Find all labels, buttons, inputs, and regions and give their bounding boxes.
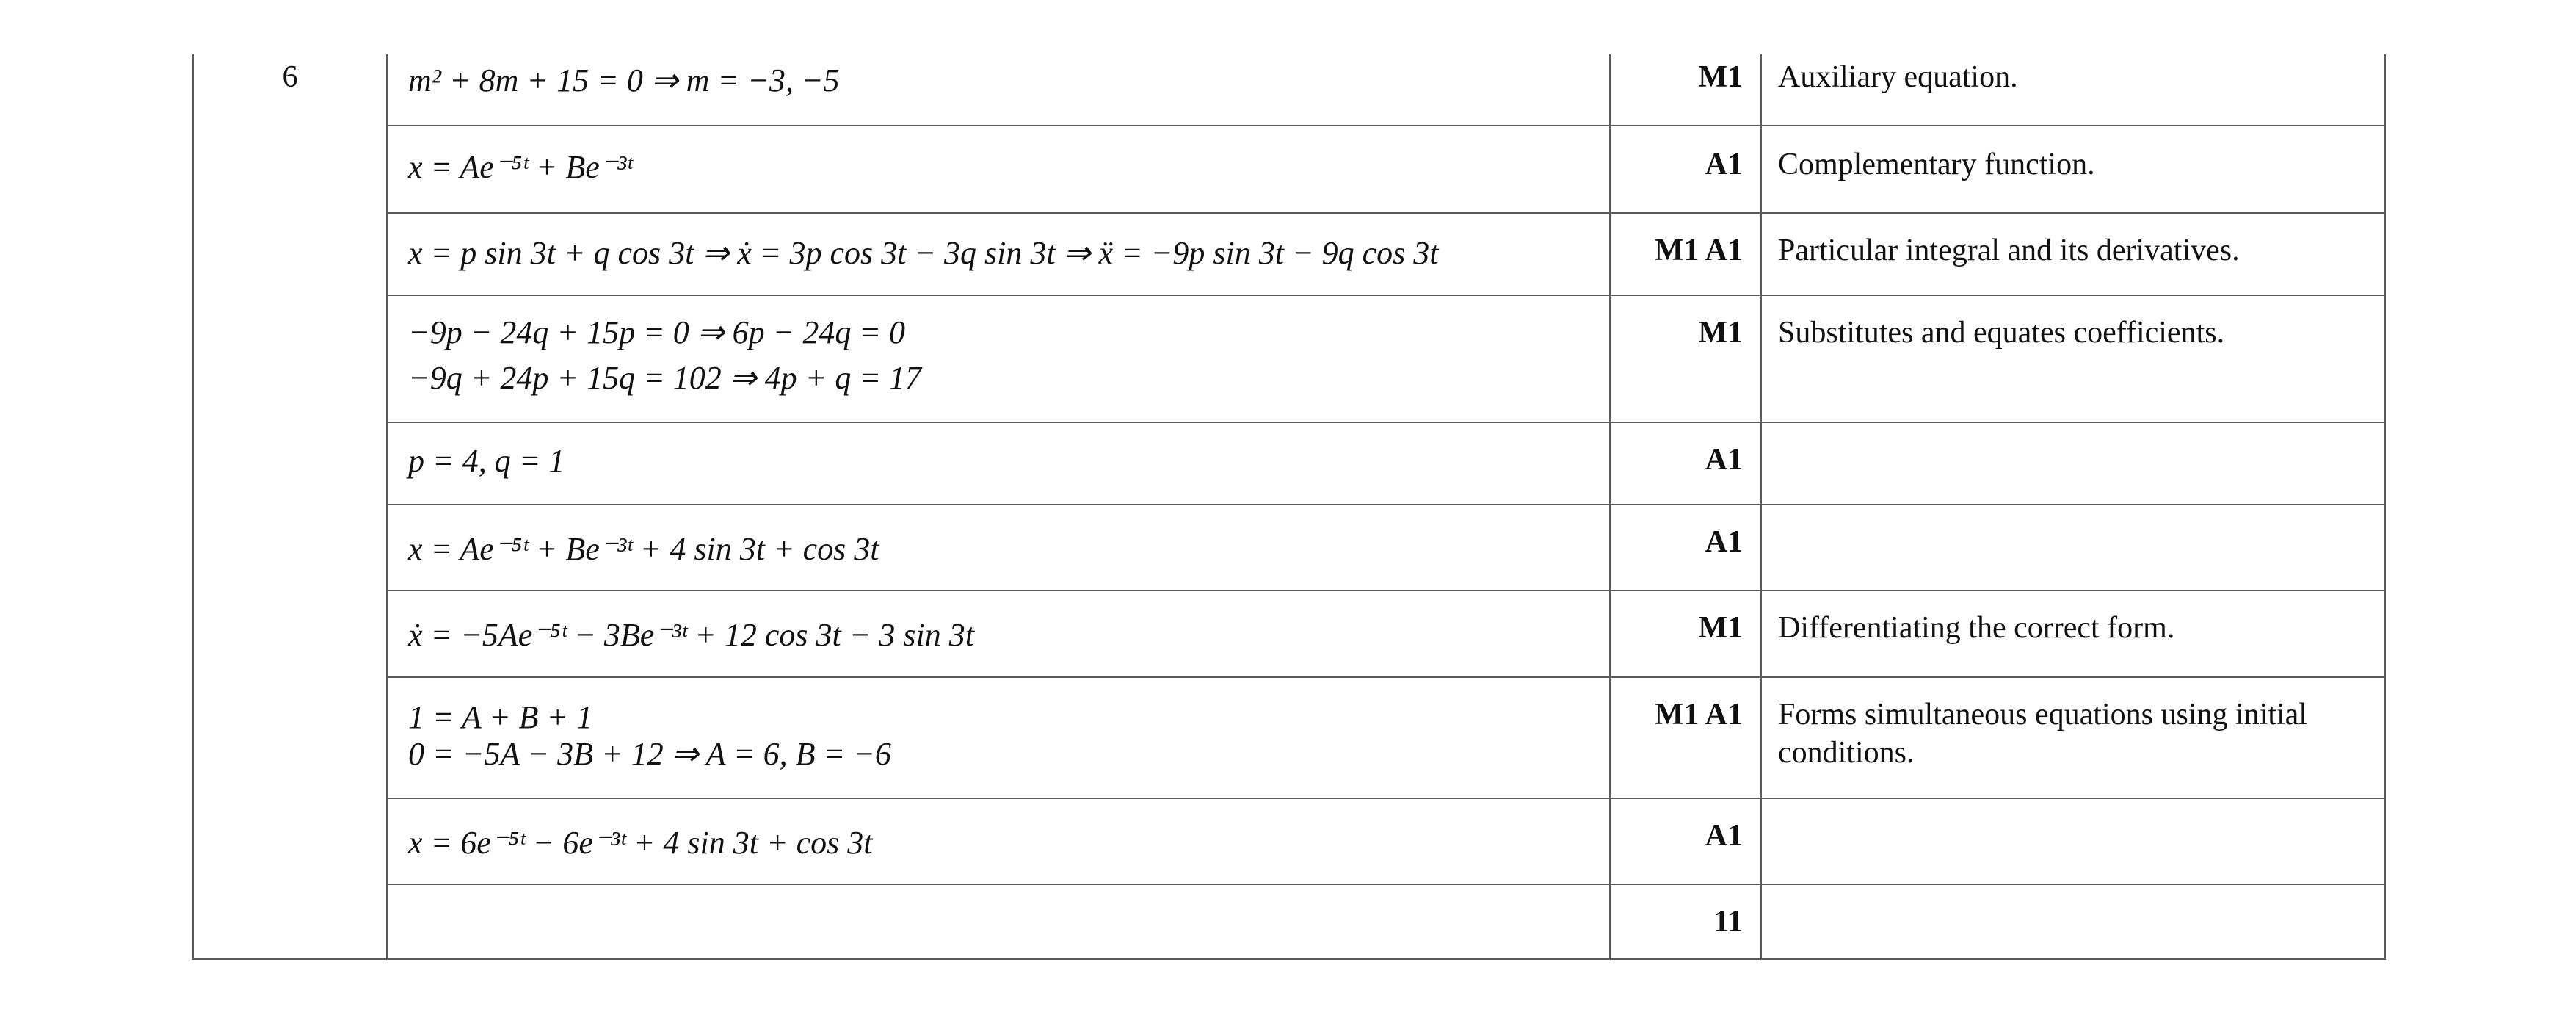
mark-value: A1 xyxy=(1705,443,1743,477)
mark-cell xyxy=(1610,505,1761,590)
mark-value: M1 xyxy=(1698,316,1743,350)
total-mark-cell xyxy=(1610,884,1761,959)
comment-cell xyxy=(1761,54,2385,126)
mark-cell xyxy=(1610,677,1761,798)
comment-cell xyxy=(1761,884,2385,959)
comment-text: Differentiating the correct form. xyxy=(1778,611,2175,645)
table-row xyxy=(193,213,2385,295)
total-mark-value: 11 xyxy=(1713,905,1743,939)
comment-text xyxy=(1778,505,2368,513)
comment-cell xyxy=(1761,422,2385,505)
working-cell xyxy=(387,884,1610,959)
working-cell xyxy=(387,126,1610,213)
comment-text xyxy=(1778,423,2368,431)
mark-value: A1 xyxy=(1705,525,1743,559)
table-row xyxy=(193,54,2385,126)
comment-cell xyxy=(1761,295,2385,422)
table-row xyxy=(193,295,2385,422)
working-cell xyxy=(387,422,1610,505)
mark-scheme-body xyxy=(193,54,2385,959)
mark-value: M1 xyxy=(1698,611,1743,645)
mark-scheme-table xyxy=(192,54,2386,960)
comment-text: Complementary function. xyxy=(1778,148,2095,181)
mark-cell xyxy=(1610,590,1761,677)
table-row xyxy=(193,505,2385,590)
working-line: m² + 8m + 15 = 0 ⇒ m = −3, −5 xyxy=(408,62,840,98)
working-line: −9q + 24p + 15q = 102 ⇒ 4p + q = 17 xyxy=(408,360,922,396)
working-line: x = Ae⁻⁵ᵗ + Be⁻³ᵗ + 4 sin 3t + cos 3t xyxy=(408,531,879,567)
working-cell xyxy=(387,677,1610,798)
comment-text: Substitutes and equates coefficients. xyxy=(1778,316,2225,350)
comment-cell xyxy=(1761,126,2385,213)
working-cell xyxy=(387,213,1610,295)
working-cell xyxy=(387,505,1610,590)
working-cell xyxy=(387,798,1610,884)
table-row xyxy=(193,126,2385,213)
mark-value: A1 xyxy=(1705,819,1743,853)
working-line: x = p sin 3t + q cos 3t ⇒ ẋ = 3p cos 3t − 3q sin 3t ⇒ ẍ = −9p sin 3t − 9q cos 3t xyxy=(408,235,1439,271)
working-line: ẋ = −5Ae⁻⁵ᵗ − 3Be⁻³ᵗ + 12 cos 3t − 3 sin 3t xyxy=(408,617,974,653)
table-row xyxy=(193,884,2385,959)
comment-cell xyxy=(1761,677,2385,798)
working-cell xyxy=(387,295,1610,422)
comment-text: Forms simultaneous equations using initial conditions. xyxy=(1778,698,2307,770)
comment-text xyxy=(1778,799,2368,807)
question-number-cell xyxy=(193,54,387,959)
mark-scheme-sheet xyxy=(192,54,2384,960)
comment-cell xyxy=(1761,590,2385,677)
comment-cell xyxy=(1761,505,2385,590)
working-line: 1 = A + B + 1 xyxy=(408,699,593,735)
mark-cell xyxy=(1610,798,1761,884)
mark-value: A1 xyxy=(1705,148,1743,181)
table-row xyxy=(193,798,2385,884)
table-row xyxy=(193,422,2385,505)
working-line: 0 = −5A − 3B + 12 ⇒ A = 6, B = −6 xyxy=(408,736,891,772)
table-row xyxy=(193,677,2385,798)
working-line: x = 6e⁻⁵ᵗ − 6e⁻³ᵗ + 4 sin 3t + cos 3t xyxy=(408,825,873,861)
mark-cell xyxy=(1610,213,1761,295)
mark-cell xyxy=(1610,422,1761,505)
comment-cell xyxy=(1761,798,2385,884)
mark-cell xyxy=(1610,126,1761,213)
table-row xyxy=(193,590,2385,677)
comment-text: Auxiliary equation. xyxy=(1778,60,2018,94)
question-number: 6 xyxy=(282,60,298,94)
comment-cell xyxy=(1761,213,2385,295)
comment-text xyxy=(1778,885,2368,893)
working-line: p = 4, q = 1 xyxy=(408,443,565,479)
working-line: −9p − 24q + 15p = 0 ⇒ 6p − 24q = 0 xyxy=(408,314,906,350)
mark-value: M1 xyxy=(1698,60,1743,94)
mark-cell xyxy=(1610,54,1761,126)
working-cell xyxy=(387,590,1610,677)
mark-value: M1 A1 xyxy=(1654,698,1743,732)
working-line: x = Ae⁻⁵ᵗ + Be⁻³ᵗ xyxy=(408,149,632,185)
working-cell xyxy=(387,54,1610,126)
comment-text: Particular integral and its derivatives. xyxy=(1778,234,2240,267)
mark-cell xyxy=(1610,295,1761,422)
mark-value: M1 A1 xyxy=(1654,234,1743,267)
